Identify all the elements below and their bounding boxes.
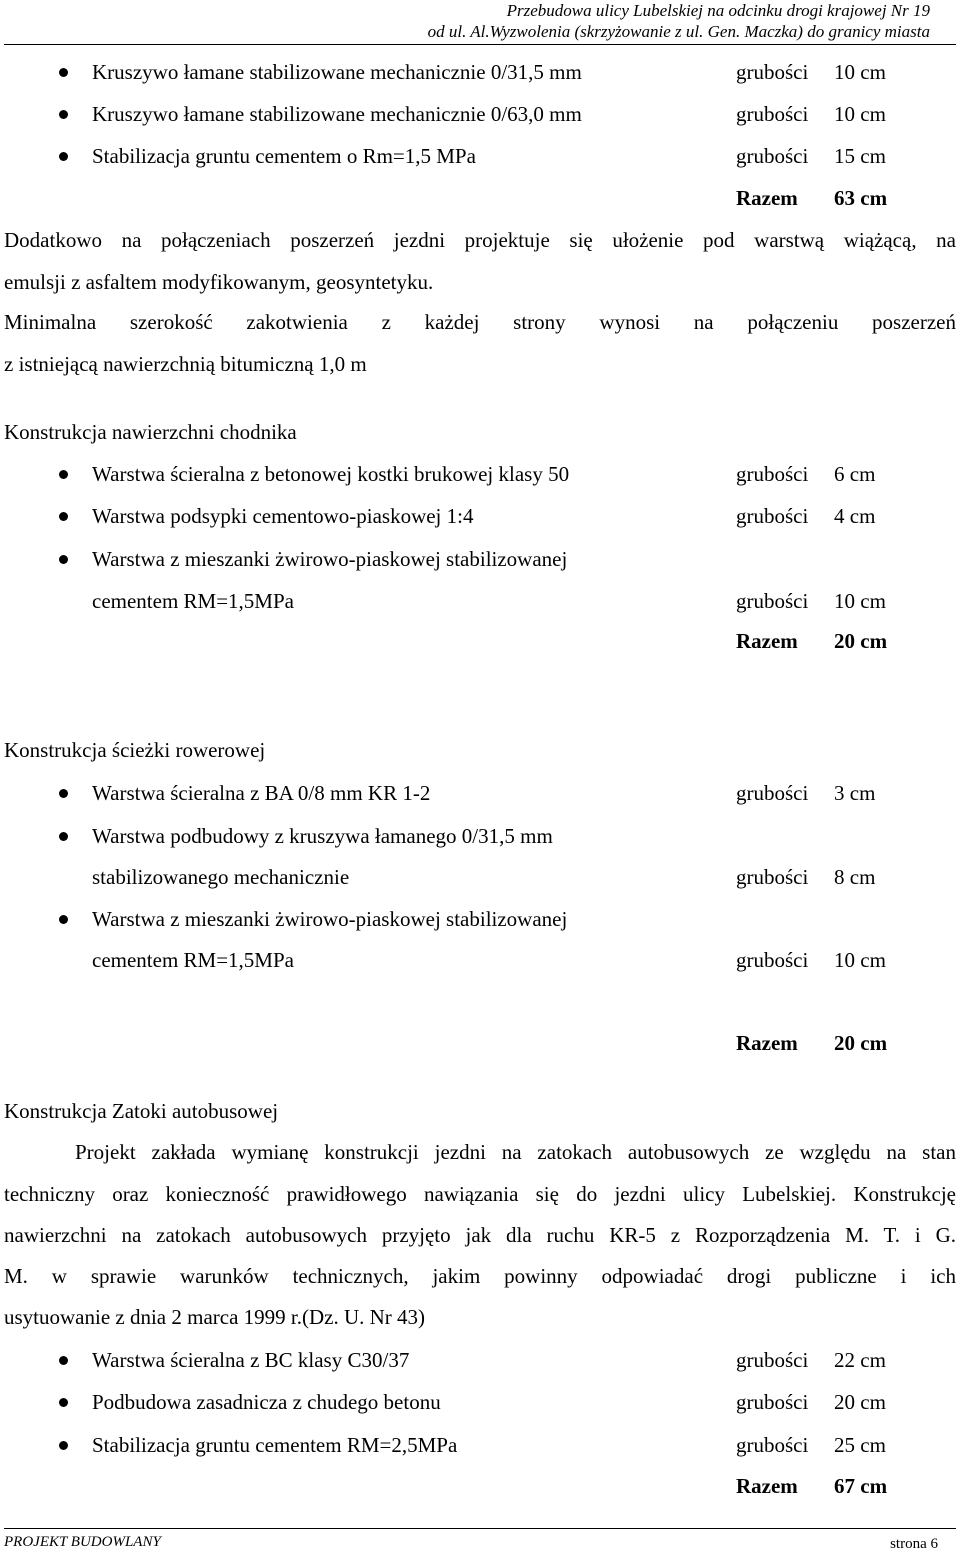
list-item: Stabilizacja gruntu cementem o Rm=1,5 MPa grubości 15 cm — [4, 142, 956, 170]
bullet-icon — [59, 1356, 68, 1365]
paragraph-line: Minimalna szerokość zakotwienia z każdej strony wynosi na połączeniu poszerzeń — [4, 310, 956, 334]
list-item: Warstwa podbudowy z kruszywa łamanego 0/31,5 mm — [4, 822, 956, 850]
list-item: Podbudowa zasadnicza z chudego betonu grubości 20 cm — [4, 1388, 956, 1416]
bullet-icon — [59, 512, 68, 521]
total-row: Razem 20 cm — [736, 629, 888, 653]
list-item: Kruszywo łamane stabilizowane mechanicznie 0/31,5 mm grubości 10 cm — [4, 58, 956, 86]
bullet-icon — [59, 1441, 68, 1450]
paragraph-line: Projekt zakłada wymianę konstrukcji jezdni na zatokach autobusowych ze względu na stan — [75, 1140, 956, 1164]
page-number: strona 6 — [890, 1536, 938, 1552]
page-header — [428, 0, 930, 42]
header-divider — [4, 44, 956, 45]
header-line-2: od ul. Al.Wyzwolenia (skrzyżowanie z ul. Gen. Maczka) do granicy miasta — [427, 22, 930, 41]
list-item: Kruszywo łamane stabilizowane mechanicznie 0/63,0 mm grubości 10 cm — [4, 100, 956, 128]
paragraph-line: usytuowanie z dnia 2 marca 1999 r.(Dz. U. Nr 43) — [4, 1305, 426, 1329]
list-item: Warstwa podsypki cementowo-piaskowej 1:4 grubości 4 cm — [4, 502, 956, 530]
bullet-icon — [59, 110, 68, 119]
paragraph-line: Dodatkowo na połączeniach poszerzeń jezdni projektuje się ułożenie pod warstwą wiążącą, na — [4, 228, 956, 252]
total-row: Razem 20 cm — [736, 1031, 888, 1055]
paragraph-line: techniczny oraz konieczność prawidłowego nawiązania się do jezdni ulicy Lubelskiej. Konstrukcję — [4, 1182, 956, 1206]
list-item: Warstwa ścieralna z BA 0/8 mm KR 1-2 grubości 3 cm — [4, 779, 956, 807]
bullet-icon — [59, 789, 68, 798]
list-item-continuation: stabilizowanego mechanicznie grubości 8 cm — [92, 865, 876, 889]
paragraph-line: z istniejącą nawierzchnią bitumiczną 1,0 m — [4, 352, 367, 376]
bullet-icon — [59, 915, 68, 924]
list-item: Stabilizacja gruntu cementem RM=2,5MPa grubości 25 cm — [4, 1431, 956, 1459]
total-row: Razem 67 cm — [736, 1474, 888, 1498]
list-item: Warstwa z mieszanki żwirowo-piaskowej stabilizowanej — [4, 545, 956, 573]
bullet-icon — [59, 1398, 68, 1407]
bullet-icon — [59, 832, 68, 841]
bullet-icon — [59, 470, 68, 479]
paragraph-line: nawierzchni na zatokach autobusowych przyjęto jak dla ruchu KR-5 z Rozporządzenia M. T. i G. — [4, 1223, 956, 1247]
list-item: Warstwa ścieralna z betonowej kostki brukowej klasy 50 grubości 6 cm — [4, 460, 956, 488]
list-item-continuation: cementem RM=1,5MPa grubości 10 cm — [92, 948, 886, 972]
bullet-icon — [59, 555, 68, 564]
bullet-icon — [59, 152, 68, 161]
header-line-1: Przebudowa ulicy Lubelskiej na odcinku drogi krajowej Nr 19 — [506, 1, 930, 20]
bullet-icon — [59, 68, 68, 77]
paragraph-line: emulsji z asfaltem modyfikowanym, geosyntetyku. — [4, 270, 434, 294]
section-title-bus-bay: Konstrukcja Zatoki autobusowej — [4, 1099, 279, 1123]
list-item: Warstwa z mieszanki żwirowo-piaskowej stabilizowanej — [4, 905, 956, 933]
section-title-bike: Konstrukcja ścieżki rowerowej — [4, 738, 266, 762]
total-row: Razem 63 cm — [736, 186, 888, 210]
list-item-continuation: cementem RM=1,5MPa grubości 10 cm — [92, 589, 886, 613]
footer-project-label: PROJEKT BUDOWLANY — [4, 1534, 161, 1550]
paragraph-line: M. w sprawie warunków technicznych, jakim powinny odpowiadać drogi publiczne i ich — [4, 1264, 956, 1288]
section-title-sidewalk: Konstrukcja nawierzchni chodnika — [4, 420, 297, 444]
list-item: Warstwa ścieralna z BC klasy C30/37 grubości 22 cm — [4, 1346, 956, 1374]
footer-divider — [4, 1528, 956, 1529]
